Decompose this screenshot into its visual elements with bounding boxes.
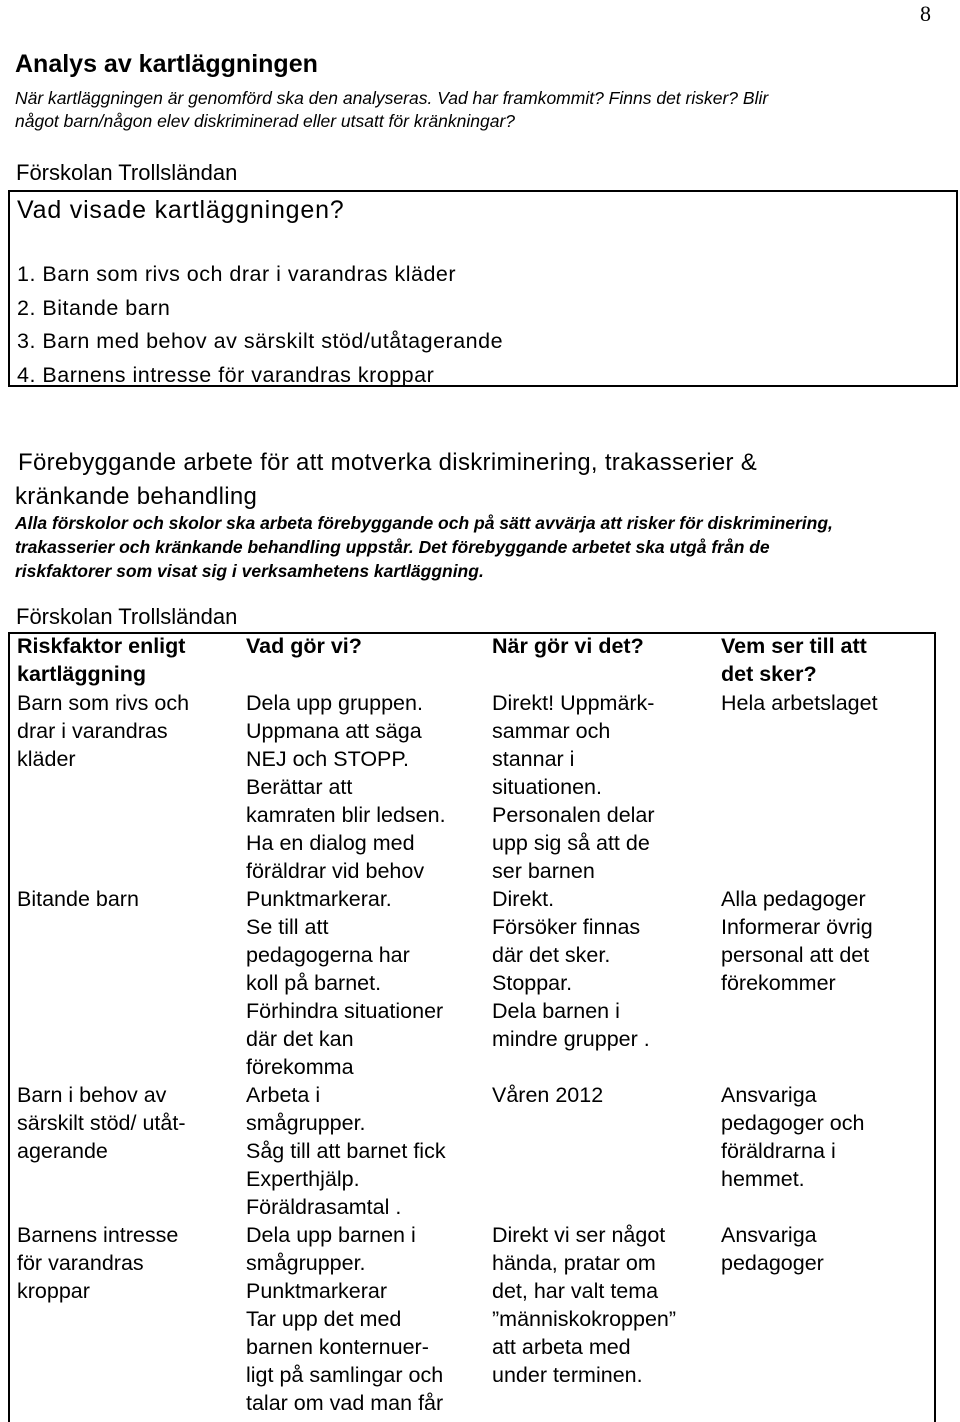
table-cell-risk [17,689,189,773]
table-cell-who-line: hemmet. [721,1167,805,1191]
table-cell-who-line: Ansvariga [721,1083,817,1107]
table-cell-what-line: Berättar att [246,775,353,799]
school-name-heading: Förskolan Trollsländan [16,160,238,185]
table-cell-risk-line: Bitande barn [17,887,139,911]
table-cell-risk [17,1221,178,1305]
table-header-when [492,632,644,660]
table-header-who-line: Vem ser till att [721,634,867,658]
table-header-who-line: det sker? [721,662,817,686]
table-cell-when-line: det, har valt tema [492,1279,659,1303]
table-cell-what-line: Föräldrasamtal . [246,1195,402,1219]
findings-title: Vad visade kartläggningen? [17,196,345,224]
table-cell-what-line: föräldrar vid behov [246,859,425,883]
analysis-intro-line: När kartläggningen är genomförd ska den analyseras. Vad har framkommit? Finns det risker? Blir [15,88,769,108]
table-cell-what-line: Såg till att barnet fick [246,1139,446,1163]
table-cell-risk-line: för varandras [17,1251,144,1275]
school-name-heading: Förskolan Trollsländan [16,604,238,629]
table-cell-when-line: Direkt vi ser något [492,1223,666,1247]
prevention-title [15,446,918,514]
table-cell-what-line: Uppmana att säga [246,719,422,743]
table-cell-risk [17,1081,185,1165]
table-cell-who-line: pedagoger [721,1251,824,1275]
table-cell-when [492,1221,676,1389]
table-cell-who [721,689,878,717]
table-cell-what-line: Punktmarkerar [246,1279,387,1303]
table-cell-when-line: ”människokroppen” [492,1307,677,1331]
table-cell-when-line: Stoppar. [492,971,573,995]
table-header-what-line: Vad gör vi? [246,634,362,658]
table-cell-who-line: Informerar övrig [721,915,873,939]
table-cell-what [246,689,446,885]
table-cell-what-line: Se till att [246,915,329,939]
page-number: 8 [920,1,931,26]
findings-item: 2. Bitande barn [17,295,171,320]
table-cell-risk-line: Barnens intresse [17,1223,179,1247]
table-cell-who-line: Ansvariga [721,1223,817,1247]
prevention-title-line: Förebyggande arbete för att motverka diskriminering, trakasserier & [18,449,758,476]
findings-list [17,258,503,392]
table-cell-what-line: Ha en dialog med [246,831,415,855]
prevention-text [15,511,935,583]
table-cell-what [246,885,443,1081]
table-header-risk-line: kartläggning [17,662,147,686]
table-cell-when-line: Direkt. [492,887,555,911]
table-cell-what-line: Dela upp barnen i [246,1223,416,1247]
table-header-when-line: När gör vi det? [492,634,644,658]
table-cell-when-line: Direkt! Uppmärk- [492,691,655,715]
table-header-risk [17,632,185,688]
table-cell-what-line: smågrupper. [246,1111,366,1135]
table-cell-what-line: talar om vad man får [246,1391,444,1415]
table-cell-who [721,885,873,997]
table-cell-when-line: Dela barnen i [492,999,620,1023]
table-cell-when-line: där det sker. [492,943,611,967]
table-cell-what-line: Experthjälp. [246,1167,360,1191]
table-cell-what-line: Arbeta i [246,1083,321,1107]
table-cell-what-line: Tar upp det med [246,1307,402,1331]
table-cell-when [492,885,650,1053]
table-cell-when-line: Personalen delar [492,803,655,827]
table-cell-what-line: Dela upp gruppen. [246,691,423,715]
table-cell-what-line: Punktmarkerar. [246,887,392,911]
table-cell-when-line: stannar i [492,747,575,771]
table-header-risk-line: Riskfaktor enligt [17,634,186,658]
table-cell-risk-line: kläder [17,747,76,771]
table-cell-what [246,1081,446,1221]
table-cell-what-line: förekomma [246,1055,354,1079]
table-cell-when-line: hända, pratar om [492,1251,656,1275]
table-cell-risk-line: drar i varandras [17,719,168,743]
analysis-title: Analys av kartläggningen [15,50,318,78]
table-cell-what-line: koll på barnet. [246,971,382,995]
table-cell-when-line: ser barnen [492,859,595,883]
table-cell-when-line: Försöker finnas [492,915,641,939]
table-cell-risk-line: Barn i behov av [17,1083,167,1107]
table-cell-what [246,1221,443,1417]
findings-item: 1. Barn som rivs och drar i varandras kläder [17,262,457,286]
table-cell-what-line: kamraten blir ledsen. [246,803,446,827]
table-cell-what-line: barnen konternuer- [246,1335,429,1359]
table-cell-when-line: att arbeta med [492,1335,631,1359]
table-cell-who-line: förekommer [721,971,836,995]
table-cell-what-line: Förhindra situationer [246,999,444,1023]
table-cell-what-line: pedagogerna har [246,943,410,967]
prevention-title-line: kränkande behandling [15,483,258,510]
table-cell-who [721,1221,824,1277]
table-cell-risk-line: kroppar [17,1279,90,1303]
findings-item: 4. Barnens intresse för varandras kroppar [17,362,435,387]
prevention-text-line: Alla förskolor och skolor ska arbeta förebyggande och på sätt avvärja att risker för diskriminering, [15,513,833,533]
findings-box [8,190,958,387]
table-cell-when-line: under terminen. [492,1363,643,1387]
table-cell-what-line: smågrupper. [246,1251,366,1275]
table-cell-who-line: personal att det [721,943,870,967]
prevention-text-line: trakasserier och kränkande behandling uppstår. Det förebyggande arbetet ska utgå från de [15,537,770,557]
table-header-what [246,632,362,660]
analysis-intro-line: något barn/någon elev diskriminerad eller utsatt för kränkningar? [15,111,516,131]
risk-table [8,632,936,1422]
table-cell-what-line: ligt på samlingar och [246,1363,444,1387]
table-cell-who [721,1081,864,1193]
table-cell-risk-line: Barn som rivs och [17,691,190,715]
table-cell-when-line: upp sig så att de [492,831,650,855]
table-cell-who-line: Alla pedagoger [721,887,866,911]
table-cell-when-line: situationen. [492,775,602,799]
table-cell-who-line: pedagoger och [721,1111,865,1135]
table-cell-who-line: Hela arbetslaget [721,691,878,715]
findings-item: 3. Barn med behov av särskilt stöd/utåtagerande [17,329,504,353]
table-cell-risk [17,885,139,913]
table-cell-when [492,689,655,885]
table-cell-when-line: mindre grupper . [492,1027,650,1051]
table-cell-when [492,1081,603,1109]
table-cell-when-line: sammar och [492,719,611,743]
table-cell-what-line: där det kan [246,1027,354,1051]
table-cell-who-line: föräldrarna i [721,1139,836,1163]
prevention-text-line: riskfaktorer som visat sig i verksamhetens kartläggning. [15,561,484,581]
table-cell-risk-line: agerande [17,1139,108,1163]
analysis-intro [15,87,915,133]
table-header-who [721,632,867,688]
table-cell-what-line: NEJ och STOPP. [246,747,409,771]
table-cell-risk-line: särskilt stöd/ utåt- [17,1111,186,1135]
table-cell-when-line: Våren 2012 [492,1083,604,1107]
